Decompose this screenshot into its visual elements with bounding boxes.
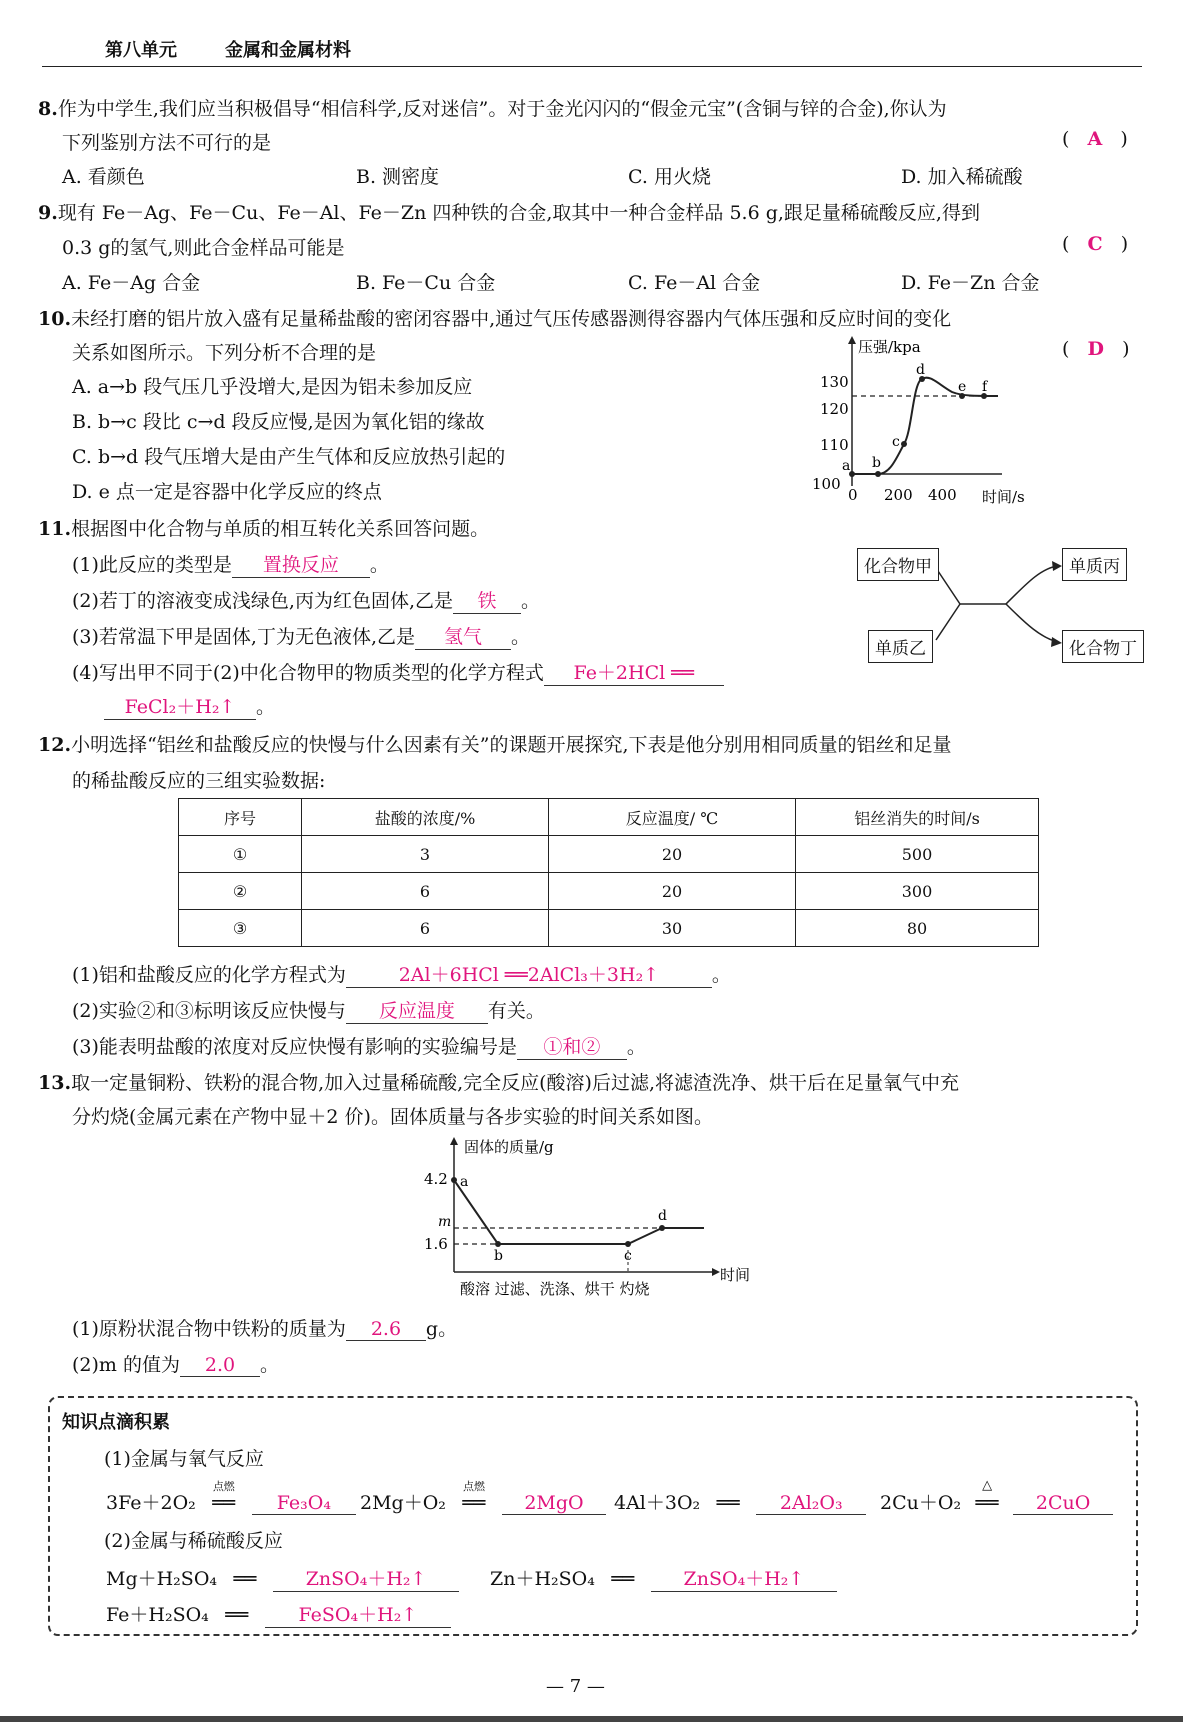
arrowhead bbox=[1052, 561, 1062, 571]
y-tick: 110 bbox=[820, 436, 849, 454]
column-header: 盐酸的浓度/% bbox=[302, 799, 549, 836]
cell: 300 bbox=[796, 873, 1039, 910]
y-axis-arrow bbox=[450, 1137, 458, 1145]
question-stem-2: 下列鉴别方法不可行的是 bbox=[62, 132, 272, 154]
arrowhead bbox=[1051, 637, 1062, 647]
condition: △ bbox=[982, 1478, 993, 1493]
answer-bracket: ( A ) bbox=[1062, 128, 1128, 150]
period: 。 bbox=[256, 696, 276, 718]
answer-fill: ZnSO₄＋H₂↑ bbox=[651, 1564, 837, 1592]
answer-fill: Fe₃O₄ bbox=[252, 1492, 356, 1515]
knowledge-title: 知识点滴积累 bbox=[62, 1412, 170, 1433]
point-c bbox=[901, 441, 907, 447]
cell: 20 bbox=[549, 836, 796, 873]
column-header: 反应温度/ ℃ bbox=[549, 799, 796, 836]
y-tick: 100 bbox=[812, 475, 841, 493]
cell: 6 bbox=[302, 910, 549, 947]
option-a: A. a→b 段气压几乎没增大,是因为铝未参加反应 bbox=[72, 376, 473, 398]
question-stem: 现有 Fe－Ag、Fe－Cu、Fe－Al、Fe－Zn 四种铁的合金,取其中一种合金样品 5.6 g,跟足量稀硫酸反应,得到 bbox=[57, 202, 980, 224]
question-stem: 根据图中化合物与单质的相互转化关系回答问题。 bbox=[71, 518, 490, 540]
answer-fill: 2.0 bbox=[180, 1354, 260, 1377]
cell: 80 bbox=[796, 910, 1039, 947]
point-label: d bbox=[916, 362, 925, 378]
answer-fill: 2Al₂O₃ bbox=[756, 1492, 866, 1515]
connector bbox=[936, 604, 960, 640]
question-stem: 小明选择“铝丝和盐酸反应的快慢与什么因素有关”的课题开展探究,下表是他分别用相同质量的铝丝和足量 bbox=[71, 734, 952, 756]
y-tick: 130 bbox=[820, 373, 849, 391]
reactants: Mg＋H₂SO₄ bbox=[106, 1568, 218, 1590]
point-b bbox=[875, 471, 881, 477]
prompt: (3)能表明盐酸的浓度对反应快慢有影响的实验编号是 bbox=[72, 1036, 517, 1058]
point-a bbox=[451, 1177, 457, 1183]
equation-6 bbox=[490, 1564, 837, 1592]
point-d bbox=[659, 1225, 665, 1231]
prompt: (2)若丁的溶液变成浅绿色,丙为红色固体,乙是 bbox=[72, 590, 453, 612]
step-labels: 酸溶 过滤、洗涤、烘干 灼烧 bbox=[460, 1280, 650, 1298]
period: 。 bbox=[521, 590, 541, 612]
cell: 20 bbox=[549, 873, 796, 910]
column-header: 铝丝消失的时间/s bbox=[796, 799, 1039, 836]
answer-fill: 2.6 bbox=[346, 1318, 426, 1341]
element-c-box: 单质丙 bbox=[1062, 548, 1127, 581]
equation-4 bbox=[880, 1478, 1113, 1515]
reactants: 3Fe＋2O₂ bbox=[106, 1492, 196, 1514]
reaction-arrow: 点燃 ══ bbox=[202, 1492, 246, 1514]
period: 。 bbox=[626, 1036, 646, 1058]
answer-bracket: ( D ) bbox=[1062, 338, 1130, 360]
answer-fill: 反应温度 bbox=[346, 996, 488, 1024]
cell: ① bbox=[179, 836, 302, 873]
answer-fill: ①和② bbox=[517, 1032, 627, 1060]
header-rule bbox=[42, 66, 1142, 67]
question-stem: 作为中学生,我们应当积极倡导“相信科学,反对迷信”。对于金光闪闪的“假金元宝”(含铜与锌的合金),你认为 bbox=[57, 98, 947, 120]
question-stem-2: 分灼烧(金属元素在产物中显＋2 价)。固体质量与各步实验的时间关系如图。 bbox=[72, 1106, 713, 1128]
equation-7 bbox=[106, 1600, 451, 1628]
question-stem-2: 0.3 g的氢气,则此合金样品可能是 bbox=[62, 237, 345, 259]
table-header-row bbox=[179, 799, 1039, 836]
option-d: D. 加入稀硫酸 bbox=[901, 166, 1023, 188]
reaction-arrow: ══ bbox=[611, 1568, 635, 1590]
prompt: (2)m 的值为 bbox=[72, 1354, 180, 1376]
question-stem: 未经打磨的铝片放入盛有足量稀盐酸的密闭容器中,通过气压传感器测得容器内气体压强和反应时间的变化 bbox=[71, 308, 952, 330]
option-c: C. 用火烧 bbox=[628, 166, 711, 188]
question-number: 13. bbox=[38, 1072, 72, 1094]
answer-fill: Fe＋2HCl ══ bbox=[544, 658, 724, 686]
answer-fill: 铁 bbox=[453, 586, 521, 614]
arrow-line bbox=[1006, 604, 1058, 642]
table-row bbox=[179, 873, 1039, 910]
answer-bracket: ( C ) bbox=[1062, 233, 1129, 255]
connector bbox=[936, 568, 1006, 604]
question-number: 11. bbox=[38, 518, 72, 540]
element-b-box: 单质乙 bbox=[868, 630, 933, 663]
equation-3 bbox=[614, 1488, 866, 1515]
page-number: — 7 — bbox=[546, 1676, 605, 1697]
reaction-arrow: △ ══ bbox=[967, 1492, 1007, 1514]
question-number: 9. bbox=[38, 202, 58, 224]
period: 。 bbox=[511, 626, 531, 648]
cell: 500 bbox=[796, 836, 1039, 873]
cell: 30 bbox=[549, 910, 796, 947]
option-c: C. Fe－Al 合金 bbox=[628, 272, 761, 294]
section-1-title: (1)金属与氧气反应 bbox=[104, 1448, 264, 1470]
answer-choice: A bbox=[1087, 128, 1103, 150]
unit-label: 第八单元 bbox=[105, 40, 177, 61]
y-axis-label: 压强/kpa bbox=[858, 338, 921, 356]
condition: 点燃 bbox=[462, 1480, 485, 1493]
reaction-arrow: ══ bbox=[225, 1604, 249, 1626]
reactants: 2Mg＋O₂ bbox=[360, 1492, 446, 1514]
option-a: A. 看颜色 bbox=[62, 166, 145, 188]
period: 。 bbox=[711, 964, 731, 986]
point-label: f bbox=[982, 379, 988, 395]
point-label: a bbox=[460, 1174, 469, 1190]
reaction-arrow: 点燃 ══ bbox=[452, 1492, 496, 1514]
reactants: Zn＋H₂SO₄ bbox=[490, 1568, 595, 1590]
option-d: D. e 点一定是容器中化学反应的终点 bbox=[72, 481, 382, 503]
x-tick: 200 bbox=[884, 486, 913, 504]
y-tick: 120 bbox=[820, 400, 849, 418]
answer-fill: ZnSO₄＋H₂↑ bbox=[273, 1564, 459, 1592]
point-label: d bbox=[658, 1208, 667, 1224]
equation-2 bbox=[360, 1480, 606, 1515]
bottom-bar bbox=[0, 1716, 1183, 1722]
page-title: 金属和金属材料 bbox=[225, 40, 351, 61]
prompt: (4)写出甲不同于(2)中化合物甲的物质类型的化学方程式 bbox=[72, 662, 544, 684]
table-row bbox=[179, 910, 1039, 947]
prompt: (1)原粉状混合物中铁粉的质量为 bbox=[72, 1318, 346, 1340]
arrow-line bbox=[1006, 566, 1058, 604]
period: 。 bbox=[259, 1354, 279, 1376]
y-tick: 4.2 bbox=[424, 1170, 448, 1188]
answer-fill: 2CuO bbox=[1013, 1492, 1113, 1515]
point-label: b bbox=[872, 455, 881, 471]
point-b bbox=[495, 1241, 501, 1247]
x-axis-label: 时间 bbox=[720, 1266, 751, 1284]
reaction-arrow: ══ bbox=[716, 1492, 740, 1514]
x-axis-arrow bbox=[712, 1268, 720, 1276]
question-stem: 取一定量铜粉、铁粉的混合物,加入过量稀硫酸,完全反应(酸溶)后过滤,将滤渣洗净、烘干后在足量氧气中充 bbox=[71, 1072, 960, 1094]
data-table bbox=[178, 798, 1039, 947]
suffix: 有关。 bbox=[487, 1000, 545, 1022]
point-label: b bbox=[494, 1248, 503, 1264]
x-tick: 0 bbox=[848, 486, 858, 504]
section-2-title: (2)金属与稀硫酸反应 bbox=[104, 1530, 283, 1552]
pressure-graph bbox=[812, 334, 1048, 510]
option-b: B. 测密度 bbox=[356, 166, 440, 188]
equation-5 bbox=[106, 1564, 459, 1592]
answer-fill: FeCl₂＋H₂↑ bbox=[104, 692, 256, 720]
option-c: C. b→d 段气压增大是由产生气体和反应放热引起的 bbox=[72, 446, 506, 468]
y-axis-arrow bbox=[848, 336, 856, 344]
question-number: 8. bbox=[38, 98, 58, 120]
option-d: D. Fe－Zn 合金 bbox=[901, 272, 1040, 294]
point-label: c bbox=[892, 434, 900, 450]
cell: 6 bbox=[302, 873, 549, 910]
compound-d-box: 化合物丁 bbox=[1062, 630, 1144, 663]
answer-fill: 置换反应 bbox=[232, 550, 370, 578]
point-label: c bbox=[624, 1248, 632, 1264]
table-row bbox=[179, 836, 1039, 873]
y-tick: 1.6 bbox=[424, 1235, 448, 1253]
question-number: 12. bbox=[38, 734, 72, 756]
question-stem-2: 的稀盐酸反应的三组实验数据: bbox=[72, 770, 326, 792]
cell: ③ bbox=[179, 910, 302, 947]
prompt: (2)实验②和③标明该反应快慢与 bbox=[72, 1000, 346, 1022]
prompt: (1)此反应的类型是 bbox=[72, 554, 232, 576]
answer-fill: FeSO₄＋H₂↑ bbox=[265, 1600, 451, 1628]
question-stem-2: 关系如图所示。下列分析不合理的是 bbox=[72, 342, 377, 364]
column-header: 序号 bbox=[179, 799, 302, 836]
y-tick: m bbox=[438, 1214, 452, 1230]
period: 。 bbox=[369, 554, 389, 576]
point-label: a bbox=[842, 458, 851, 474]
option-b: B. Fe－Cu 合金 bbox=[356, 272, 496, 294]
mass-graph bbox=[418, 1134, 758, 1306]
condition: 点燃 bbox=[212, 1480, 235, 1493]
answer-choice: D bbox=[1087, 338, 1105, 360]
unit: g。 bbox=[425, 1318, 458, 1340]
compound-a-box: 化合物甲 bbox=[857, 548, 939, 581]
x-axis-label: 时间/s bbox=[982, 488, 1025, 506]
reaction-arrow: ══ bbox=[233, 1568, 257, 1590]
answer-fill: 2Al＋6HCl ══2AlCl₃＋3H₂↑ bbox=[346, 960, 712, 988]
reactants: Fe＋H₂SO₄ bbox=[106, 1604, 209, 1626]
option-a: A. Fe－Ag 合金 bbox=[62, 272, 201, 294]
equation-1 bbox=[106, 1480, 356, 1515]
option-b: B. b→c 段比 c→d 段反应慢,是因为氧化铝的缘故 bbox=[72, 411, 485, 433]
reactants: 2Cu＋O₂ bbox=[880, 1492, 962, 1514]
cell: ② bbox=[179, 873, 302, 910]
point-label: e bbox=[958, 379, 967, 395]
prompt: (1)铝和盐酸反应的化学方程式为 bbox=[72, 964, 346, 986]
reactants: 4Al＋3O₂ bbox=[614, 1492, 701, 1514]
y-axis-label: 固体的质量/g bbox=[464, 1138, 554, 1156]
cell: 3 bbox=[302, 836, 549, 873]
answer-choice: C bbox=[1087, 233, 1103, 255]
question-number: 10. bbox=[38, 308, 72, 330]
point-c bbox=[625, 1241, 631, 1247]
prompt: (3)若常温下甲是固体,丁为无色液体,乙是 bbox=[72, 626, 415, 648]
x-tick: 400 bbox=[928, 486, 957, 504]
answer-fill: 2MgO bbox=[502, 1492, 606, 1515]
answer-fill: 氢气 bbox=[415, 622, 511, 650]
